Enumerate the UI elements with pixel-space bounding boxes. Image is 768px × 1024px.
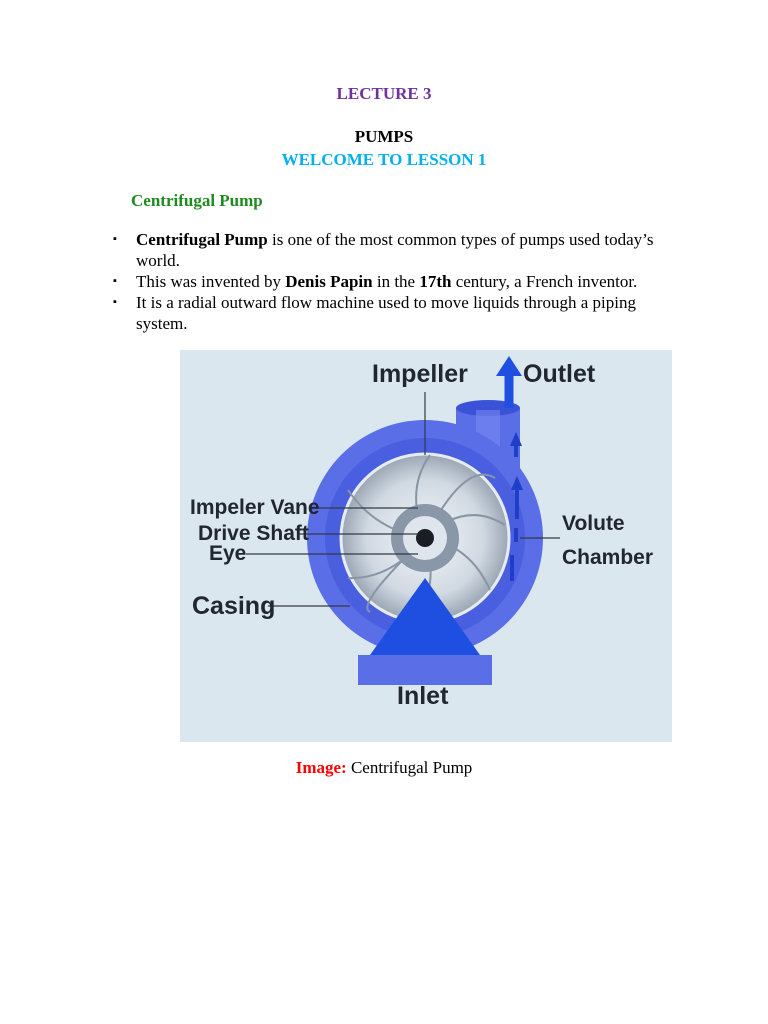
topic-title: PUMPS	[354, 127, 414, 146]
inventor-name: Denis Papin	[285, 272, 373, 291]
bullet-bold-term: Centrifugal Pump	[136, 230, 268, 249]
drive-shaft	[416, 529, 434, 547]
bullet-list	[113, 229, 673, 334]
lecture-title: LECTURE 3	[336, 84, 432, 103]
bullet-text: This was invented by	[136, 272, 286, 291]
caption-prefix: Image:	[295, 758, 347, 777]
pump-diagram-svg	[180, 350, 672, 742]
figure-caption	[0, 758, 768, 778]
label-volute: Volute	[562, 512, 625, 535]
label-chamber: Chamber	[562, 546, 654, 569]
bullet-text: century, a French inventor.	[451, 272, 638, 291]
flow-arrow-shaft	[510, 555, 514, 581]
label-drive-shaft: Drive Shaft	[198, 522, 309, 545]
bullet-item	[113, 292, 673, 334]
label-eye: Eye	[209, 542, 247, 565]
label-impeller: Impeller	[372, 360, 468, 388]
pump-diagram	[180, 350, 672, 742]
welcome-heading: WELCOME TO LESSON 1	[281, 150, 487, 169]
bullet-text: in the	[372, 272, 420, 291]
outlet-arrow-icon	[496, 356, 522, 376]
bullet-marker: ▪	[113, 233, 117, 245]
bullet-item	[113, 271, 673, 292]
section-heading: Centrifugal Pump	[131, 191, 263, 210]
label-inlet: Inlet	[397, 682, 449, 710]
flow-arrow-shaft	[514, 445, 518, 457]
label-impeller-vane: Impeler Vane	[190, 496, 320, 519]
bullet-text: is one of the most common types of pumps used today’s world.	[136, 230, 654, 270]
caption-text: Centrifugal Pump	[346, 758, 473, 777]
century: 17th	[419, 272, 452, 291]
flow-arrow-shaft	[514, 528, 518, 542]
label-outlet: Outlet	[523, 360, 596, 388]
bullet-item	[113, 229, 673, 271]
flow-arrow-shaft	[515, 489, 519, 519]
bullet-text: It is a radial outward flow machine used to move liquids through a piping system.	[136, 293, 636, 333]
inlet-pipe	[358, 655, 492, 685]
label-casing: Casing	[192, 592, 276, 620]
bullet-marker: ▪	[113, 296, 117, 308]
bullet-marker: ▪	[113, 275, 117, 287]
